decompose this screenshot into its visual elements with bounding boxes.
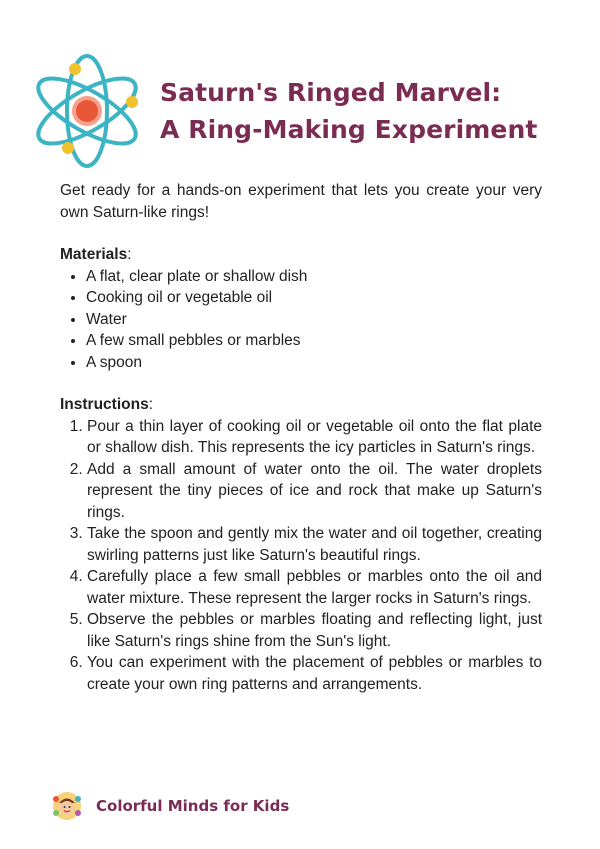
content — [60, 180, 542, 695]
instruction-step: 3. Take the spoon and gently mix the water and oil together, creating swirling patterns just like Saturn's beautiful rings. — [87, 523, 542, 566]
instructions-heading — [60, 394, 542, 416]
list-item: • A spoon — [86, 352, 542, 374]
title-line-2: A Ring-Making Experiment — [160, 115, 538, 144]
list-item: • A few small pebbles or marbles — [86, 330, 542, 352]
page-title — [160, 74, 537, 148]
list-item: • Cooking oil or vegetable oil — [86, 287, 542, 309]
instruction-step: 6. You can experiment with the placement of pebbles or marbles to create your own ring patterns and arrangements. — [87, 652, 542, 695]
brand-name: Colorful Minds for Kids — [96, 797, 290, 815]
instruction-step: 2. Add a small amount of water onto the oil. The water droplets represent the tiny pieces of ice and rock that make up Saturn's rings. — [87, 459, 542, 524]
instructions-label: Instructions — [60, 396, 149, 413]
header — [28, 52, 588, 172]
materials-list — [60, 266, 542, 374]
footer — [52, 790, 289, 822]
intro-text: Get ready for a hands-on experiment that lets you create your very own Saturn-like rings! — [60, 182, 542, 221]
title-line-1: Saturn's Ringed Marvel: — [160, 78, 502, 107]
instruction-step: 4. Carefully place a few small pebbles or marbles onto the oil and water mixture. These represent the larger rocks in Saturn's rings. — [87, 566, 542, 609]
instruction-step: 5. Observe the pebbles or marbles floating and reflecting light, just like Saturn's rings shine from the Sun's light. — [87, 609, 542, 652]
kid-face-logo — [52, 791, 82, 821]
list-item: • A flat, clear plate or shallow dish — [86, 266, 542, 288]
instruction-step: 1. Pour a thin layer of cooking oil or vegetable oil onto the flat plate or shallow dish. This represents the icy particles in Saturn's rings. — [87, 416, 542, 459]
materials-colon: : — [127, 246, 132, 263]
materials-label: Materials — [60, 246, 128, 263]
list-item: • Water — [86, 309, 542, 331]
materials-heading — [60, 244, 542, 266]
atom-icon — [28, 52, 146, 170]
instructions-list — [60, 416, 542, 696]
instructions-colon: : — [148, 396, 154, 413]
